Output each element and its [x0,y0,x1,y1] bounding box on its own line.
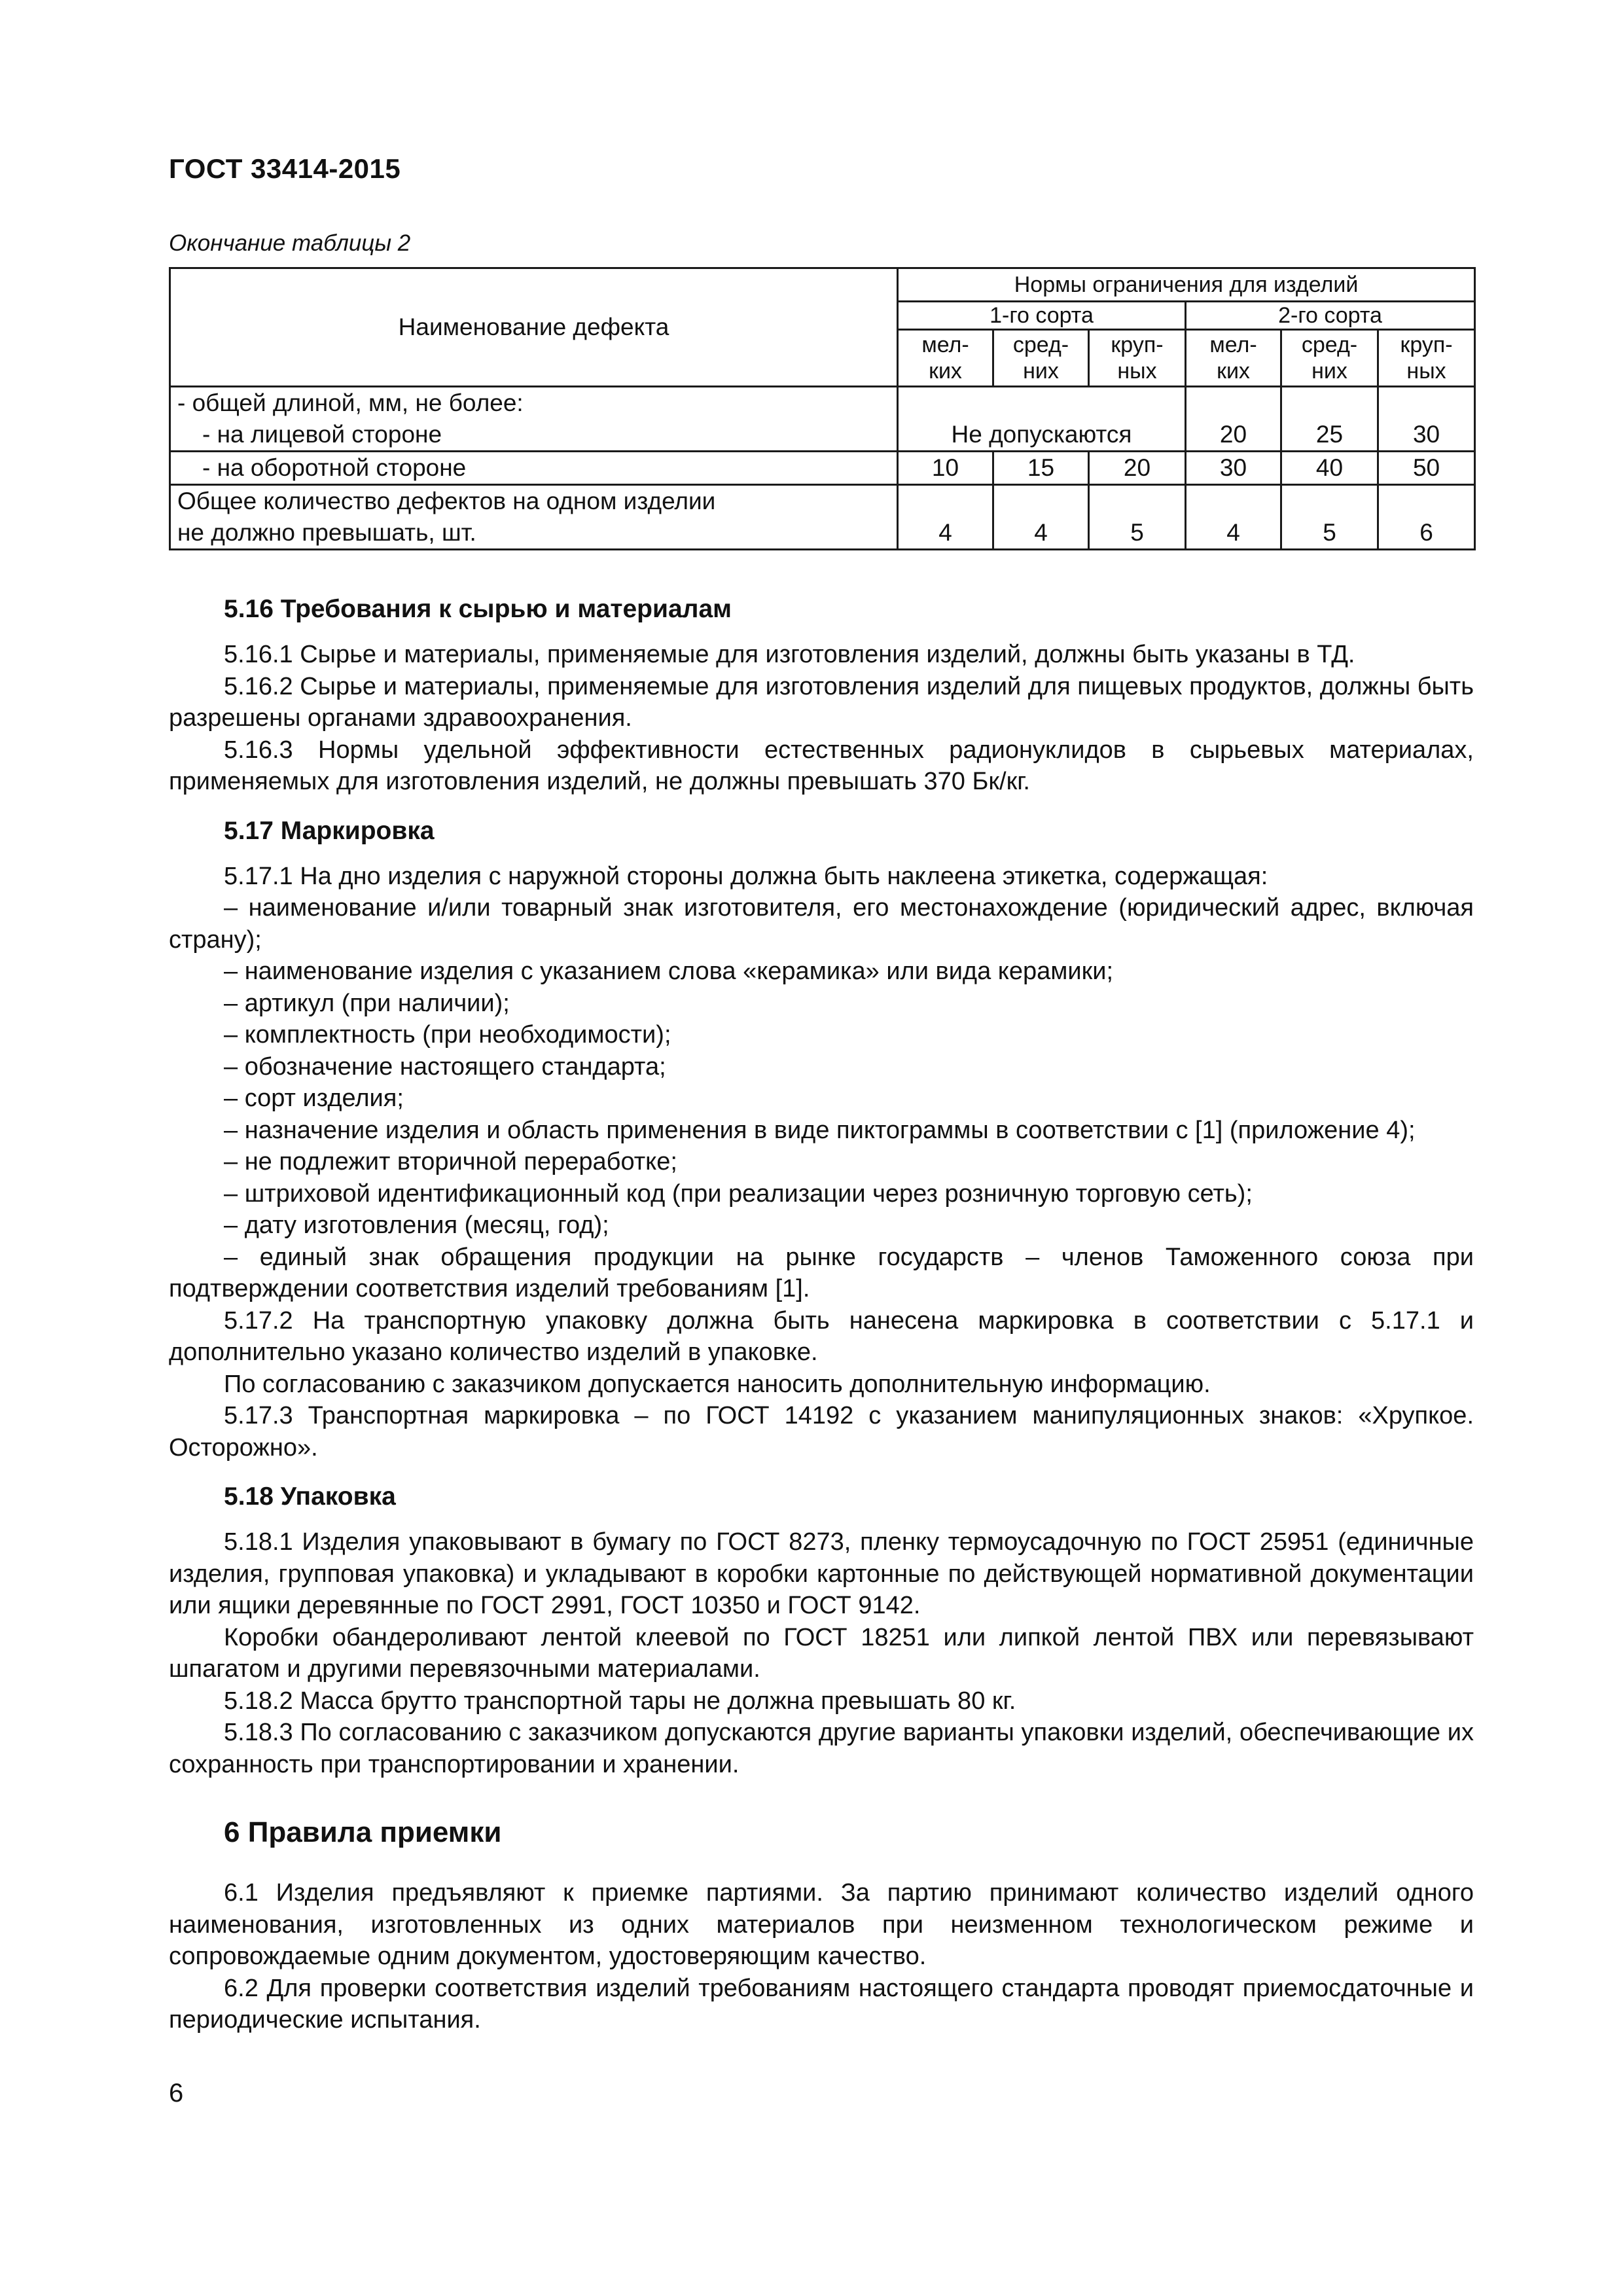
table-cell: 20 [1186,419,1281,452]
list-item: – сорт изделия; [224,1085,404,1112]
column-header-norms: Нормы ограничения для изделий [898,268,1475,302]
list-item: – обозначение настоящего стандарта; [224,1052,666,1081]
paragraph: 5.18.3 По согласованию с заказчиком допускаются другие варианты упаковки изделий, обеспечивающие их сохранность при транспортировании и хранении. [169,1719,1474,1778]
list-item: – комплектность (при необходимости); [224,1021,671,1049]
table-header-row [170,268,1475,302]
column-header-size: сред- них [993,330,1089,387]
table-cell: 5 [1089,485,1186,550]
paragraph: По согласованию с заказчиком допускается наносить дополнительную информацию. [224,1370,1211,1398]
list-item: – не подлежит вторичной переработке; [224,1148,677,1175]
section-heading-5-18: 5.18 Упаковка [224,1482,396,1511]
column-header-defect-name: Наименование дефекта [170,268,898,387]
paragraph: 5.18.1 Изделия упаковывают в бумагу по ГОСТ 8273, пленку термоусадочную по ГОСТ 25951 (единичные изделия, групповая упаковка) и укладывают в коробки картонные по действующей нормативной документации или ящики деревянные по ГОСТ 2991, ГОСТ 10350 и ГОСТ 9142. [169,1528,1474,1619]
paragraph: 5.16.1 Сырье и материалы, применяемые для изготовления изделий, должны быть указаны в ТД. [224,641,1355,668]
table-row [170,419,1475,452]
paragraph: 5.16.3 Нормы удельной эффективности естественных радионуклидов в сырьевых материалах, применяемых для изготовления изделий, не должны превышать 370 Бк/кг. [169,736,1474,795]
document-code-header: ГОСТ 33414-2015 [169,153,401,184]
section-heading-5-17: 5.17 Маркировка [224,816,435,845]
column-header-grade-2: 2-го сорта [1186,302,1475,330]
column-header-size: мел- ких [1186,330,1281,387]
column-header-size: круп- ных [1089,330,1186,387]
paragraph: 5.16.2 Сырье и материалы, применяемые для изготовления изделий для пищевых продуктов, должны быть разрешены органами здравоохранения. [169,672,1474,732]
table-row [170,387,1475,420]
table-cell: 30 [1378,419,1475,452]
list-item: – назначение изделия и область применения в виде пиктограммы в соответствии с [1] (приложение 4); [224,1116,1416,1144]
column-header-size: круп- ных [1378,330,1475,387]
row-label-back-side: - на оборотной стороне [170,452,898,485]
table-cell: 30 [1186,452,1281,485]
paragraph: 5.17.2 На транспортную упаковку должна быть нанесена маркировка в соответствии с 5.17.1 и дополнительно указано количество изделий в упаковке. [169,1306,1474,1366]
row-label-front-side: - на лицевой стороне [170,419,898,452]
table-caption: Окончание таблицы 2 [169,230,411,256]
table-cell: 5 [1281,485,1378,550]
paragraph: 5.17.1 На дно изделия с наружной стороны должна быть наклеена этикетка, содержащая: [224,862,1268,890]
column-header-size: мел- ких [898,330,993,387]
list-item: – наименование изделия с указанием слова «керамика» или вида керамики; [224,958,1114,985]
table-cell [1281,387,1378,420]
table-cell: 20 [1089,452,1186,485]
row-label-total-length: - общей длиной, мм, не более: [170,387,898,420]
table-cell [1186,387,1281,420]
table-cell: 15 [993,452,1089,485]
table-cell [1089,387,1186,420]
list-item: – артикул (при наличии); [224,989,510,1017]
table-cell [1378,387,1475,420]
table-cell: 10 [898,452,993,485]
cell-not-allowed: Не допускаются [898,419,1186,452]
table-cell: 6 [1378,485,1475,550]
paragraph: 6.2 Для проверки соответствия изделий требованиям настоящего стандарта проводят приемосдаточные и периодические испытания. [169,1974,1474,2034]
column-header-grade-1: 1-го сорта [898,302,1186,330]
section-heading-5-16: 5.16 Требования к сырью и материалам [224,595,732,623]
table-row [170,452,1475,485]
paragraph: 5.18.2 Масса брутто транспортной тары не должна превышать 80 кг. [224,1687,1016,1715]
list-item: – дату изготовления (месяц, год); [224,1211,609,1239]
paragraph: 5.17.3 Транспортная маркировка – по ГОСТ 14192 с указанием манипуляционных знаков: «Хрупкое. Осторожно». [169,1402,1474,1462]
column-header-size: сред- них [1281,330,1378,387]
list-item: – наименование и/или товарный знак изготовителя, его местонахождение (юридический адрес, включая страну); [169,894,1474,954]
table-cell [898,387,993,420]
table-cell: 25 [1281,419,1378,452]
section-heading-6: 6 Правила приемки [224,1816,502,1848]
list-item: – штриховой идентификационный код (при реализации через розничную торговую сеть); [224,1179,1253,1208]
paragraph: Коробки обандероливают лентой клеевой по ГОСТ 18251 или липкой лентой ПВХ или перевязывают шпагатом и другими перевязочными материалами. [169,1623,1474,1683]
document-body [169,576,1474,2036]
defects-table [169,267,1476,550]
table-cell: 40 [1281,452,1378,485]
table-row [170,485,1475,550]
list-item: – единый знак обращения продукции на рынке государств – членов Таможенного союза при подтверждении соответствия изделий требованиям [1]. [169,1243,1474,1302]
page-number: 6 [169,2079,184,2108]
row-label-total-defects: Общее количество дефектов на одном изделии не должно превышать, шт. [170,485,898,550]
table-cell [993,387,1089,420]
table-cell: 4 [1186,485,1281,550]
paragraph: 6.1 Изделия предъявляют к приемке партиями. За партию принимают количество изделий одного наименования, изготовленных из одних материалов при неизменном технологическом режиме и сопровождаемые одним документом, удостоверяющим качество. [169,1879,1474,1970]
table-cell: 4 [993,485,1089,550]
table-cell: 4 [898,485,993,550]
table-cell: 50 [1378,452,1475,485]
